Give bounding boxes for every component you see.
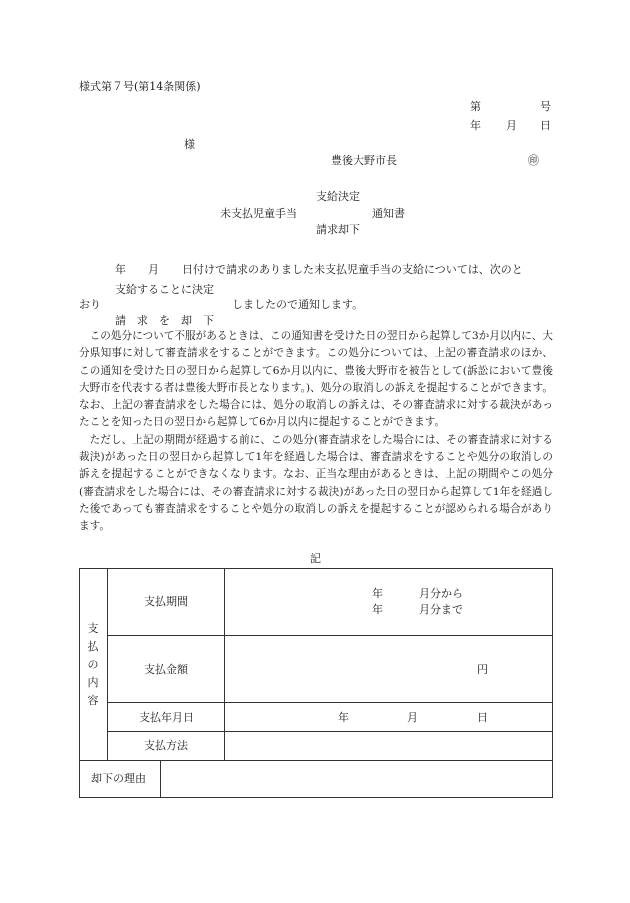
payment-date-day: 日: [477, 711, 488, 724]
note-heading: 記: [310, 552, 321, 565]
table-divider: [79, 760, 553, 761]
intro-line-2-end: しましたので通知します。: [232, 298, 364, 311]
title-option-claim-rejection: 請求却下: [316, 223, 360, 236]
period-to-month: 月分まで: [419, 603, 463, 616]
table-divider: [224, 568, 225, 760]
group-label-char: の: [87, 658, 99, 671]
appeal-notice-paragraph-1: この処分について不服があるときは、この通知書を受けた日の翌日から起算して3か月以内に、大分県知事に対して審査請求をすることができます。この処分については、上記の審査請求のほか、この通知を受けた日の翌日から起算して6か月以内に、豊後大野市を被告として(訴訟において豊後大野市を代表する者は豊後大野市長となります。)、処分の取消しの訴えを提起することができます。なお、上記の審査請求をした場合には、処分の取消しの訴えは、その審査請求に対する裁決があったことを知った日の翌日から起算して6か月以内に提起することができます。: [79, 330, 553, 429]
form-number: 様式第７号(第14条関係): [79, 80, 201, 93]
table-divider: [107, 568, 108, 760]
date-month-label: 月: [506, 119, 517, 132]
payment-period-label: 支払期間: [144, 595, 188, 608]
date-day-label: 日: [540, 119, 551, 132]
payment-date-year: 年: [338, 711, 349, 724]
table-divider: [107, 731, 553, 732]
intro-line-2-start: おり: [79, 298, 101, 311]
table-divider: [107, 702, 553, 703]
payment-contents-group-label: [86, 620, 100, 710]
date-year-label: 年: [470, 119, 481, 132]
title-main-right: 通知書: [372, 207, 405, 220]
payment-method-label: 支払方法: [144, 739, 188, 752]
payment-amount-unit: 円: [477, 663, 488, 676]
appeal-notice-paragraph-2: ただし、上記の期間が経過する前に、この処分(審査請求をした場合には、その審査請求に対する裁決)があった日の翌日から起算して1年を経過した場合は、審査請求をすることや処分の取消しの訴えを提起することができなくなります。なお、正当な理由があるときは、上記の期間やこの処分(審査請求をした場合には、その審査請求に対する裁決)があった日の翌日から起算して1年を経過した後であっても審査請求をすることや処分の取消しの訴えを提起することが認められる場合があります。: [79, 433, 553, 533]
group-label-char: 内: [87, 676, 99, 689]
group-label-char: 支: [87, 622, 99, 635]
intro-option-rejection: 請 求 を 却 下: [115, 314, 214, 327]
addressee-suffix: 様: [184, 138, 195, 151]
period-from-month: 月分から: [419, 587, 463, 600]
intro-year-label: 年: [115, 263, 126, 276]
table-divider: [107, 635, 553, 636]
document-number-suffix: 号: [540, 100, 551, 113]
title-option-payment-decision: 支給決定: [316, 190, 360, 203]
intro-month-label: 月: [148, 263, 159, 276]
seal-mark: ㊞: [528, 154, 539, 167]
intro-option-payment: 支給することに決定: [115, 283, 214, 296]
group-label-char: 容: [87, 694, 99, 707]
title-main-left: 未支払児童手当: [220, 207, 297, 220]
payment-date-month: 月: [407, 711, 418, 724]
group-label-char: 払: [87, 640, 99, 653]
table-divider: [160, 760, 161, 798]
payment-amount-label: 支払金額: [144, 663, 188, 676]
period-from-year: 年: [372, 587, 383, 600]
document-number-label: 第: [470, 100, 481, 113]
rejection-reason-label: 却下の理由: [91, 772, 146, 785]
issuer-name: 豊後大野市長: [331, 154, 397, 167]
payment-date-label: 支払年月日: [139, 711, 194, 724]
appeal-notice: [79, 328, 553, 536]
period-to-year: 年: [372, 603, 383, 616]
intro-line-1: 日付けで請求のありました未支払児童手当の支給については、次のと: [182, 263, 523, 276]
